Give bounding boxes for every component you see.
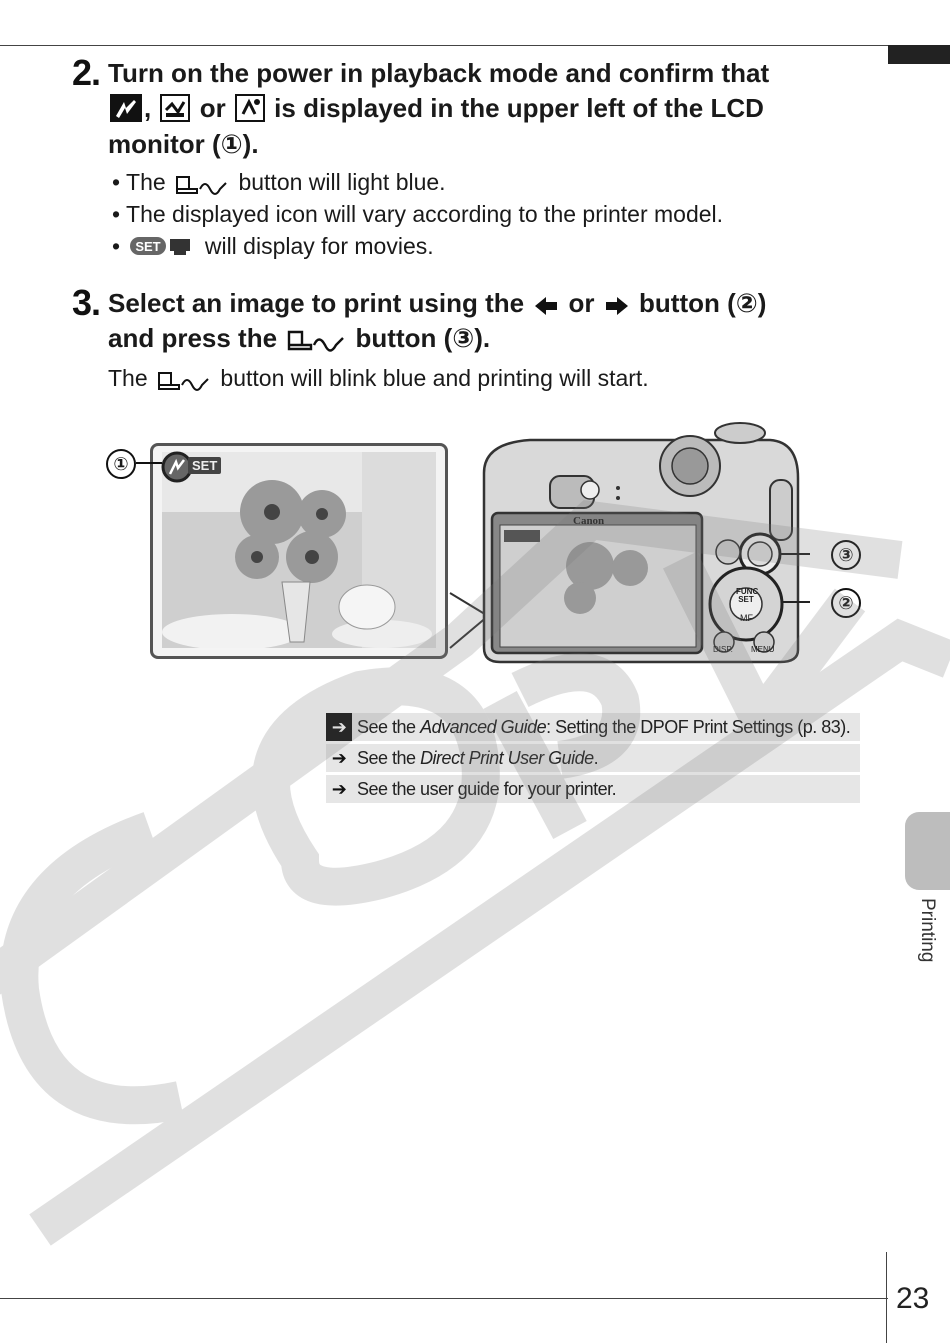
- arrow-icon: ➔: [331, 778, 347, 799]
- menu-button[interactable]: MENU: [751, 645, 775, 654]
- lcd-set-badge: SET: [188, 457, 221, 474]
- step-2-bullet-1: • The button will light blue.: [112, 166, 446, 203]
- step-2-heading-line3: monitor (①).: [108, 129, 259, 159]
- callout-1: ①: [106, 449, 136, 479]
- bottom-vertical-rule: [886, 1252, 887, 1343]
- print-type-pictbridge-icon: [235, 94, 265, 131]
- lcd-flower-photo: [162, 452, 436, 648]
- step-2-number: 2.: [72, 52, 101, 93]
- reference-row: ➔ See the Direct Print User Guide.: [326, 744, 860, 772]
- step-3-number: 3.: [72, 282, 101, 323]
- step-2-heading-line2-text: is displayed in the upper left of the LCD: [274, 93, 764, 123]
- print-share-button-icon: [156, 367, 212, 399]
- arrow-icon: ➔: [326, 713, 352, 741]
- print-share-button-icon: [286, 326, 346, 361]
- callout-2: ②: [831, 588, 861, 618]
- arrow-icon: ➔: [331, 747, 347, 768]
- step-2-heading-line2: [108, 91, 764, 131]
- svg-text:SET: SET: [135, 239, 162, 254]
- page-number: 23: [896, 1282, 930, 1315]
- step-3-body: The button will blink blue and printing will start.: [108, 362, 649, 399]
- section-tab[interactable]: [905, 812, 950, 890]
- step-3-heading-line1: Select an image to print using the or button (②): [108, 286, 766, 326]
- right-arrow-icon: [604, 291, 630, 326]
- step-2-bullet-3: • SET will display for movies.: [112, 230, 434, 265]
- step-2-bullet-2: • The displayed icon will vary according to the printer model.: [112, 201, 724, 227]
- reference-list: [326, 713, 860, 806]
- top-corner-tab: [888, 45, 950, 64]
- mf-label: MF: [740, 613, 753, 623]
- set-movie-icon: [128, 233, 196, 265]
- step-2-heading-line1: Turn on the power in playback mode and confirm that: [108, 58, 770, 88]
- func-set-button[interactable]: FUNC SET: [736, 587, 759, 604]
- or-word: or: [199, 93, 226, 123]
- camera-brand: Canon: [573, 515, 605, 527]
- reference-row: ➔ See the Advanced Guide: Setting the DPOF Print Settings (p. 83).: [326, 713, 860, 741]
- print-type-standard-icon: [110, 94, 142, 131]
- reference-row: ➔ See the user guide for your printer.: [326, 775, 860, 803]
- print-type-alternate-icon: [160, 94, 190, 131]
- top-rule: [0, 45, 888, 46]
- callout-3: ③: [831, 540, 861, 570]
- camera-back-illustration: [440, 418, 810, 673]
- bottom-rule: [0, 1298, 888, 1299]
- comma: ,: [144, 93, 152, 123]
- section-tab-label: Printing: [917, 898, 938, 963]
- step-3-heading-line2: and press the button (③).: [108, 321, 490, 361]
- callout-1-leader: [136, 462, 162, 464]
- disp-button[interactable]: DISP.: [713, 645, 733, 654]
- left-arrow-icon: [533, 291, 559, 326]
